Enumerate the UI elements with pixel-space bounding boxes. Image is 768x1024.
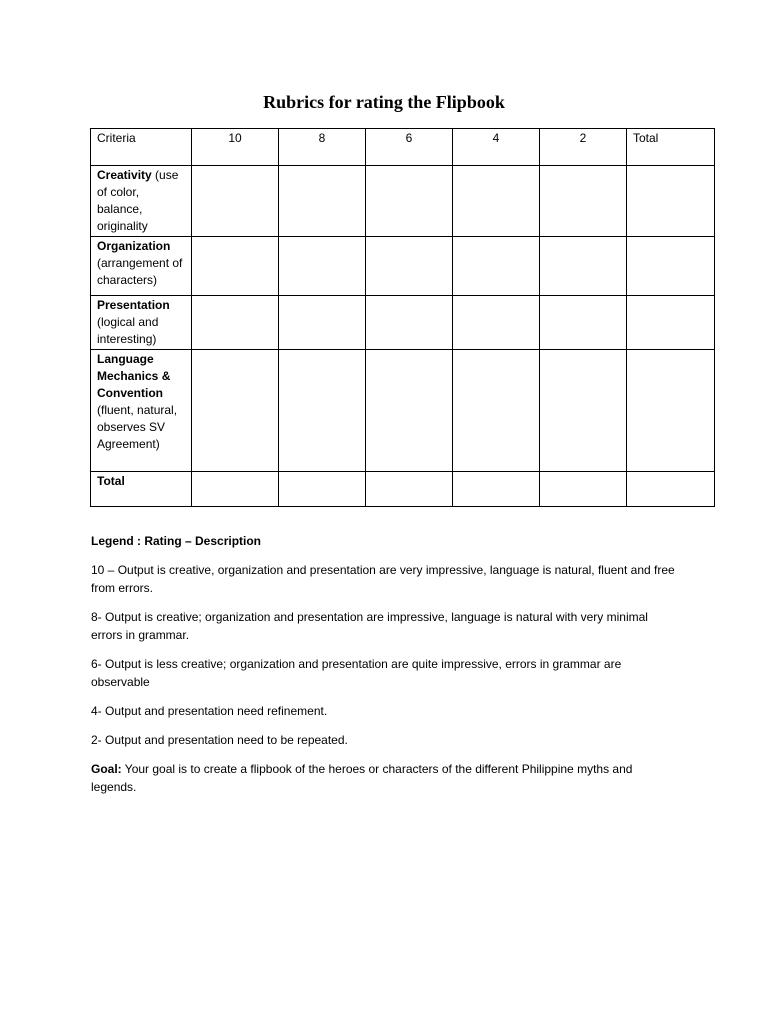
score-cell — [279, 472, 366, 507]
criteria-name: Creativity — [97, 168, 152, 182]
table-row — [91, 166, 715, 237]
legend-item: 10 – Output is creative, organization and presentation are very impressive, language is natural, fluent and free from errors. — [91, 563, 675, 595]
score-cell — [453, 237, 540, 296]
rubric-table — [90, 128, 715, 507]
header-8: 8 — [279, 129, 366, 166]
criteria-detail: (use of color, balance, originality — [97, 168, 179, 233]
total-cell — [627, 237, 715, 296]
score-cell — [540, 350, 627, 472]
score-cell — [540, 237, 627, 296]
score-cell — [540, 296, 627, 350]
criteria-cell — [91, 166, 192, 237]
score-cell — [279, 237, 366, 296]
score-cell — [192, 472, 279, 507]
table-row — [91, 350, 715, 472]
table-header-row — [91, 129, 715, 166]
score-cell — [453, 350, 540, 472]
table-row — [91, 296, 715, 350]
header-10: 10 — [192, 129, 279, 166]
legend-item: 6- Output is less creative; organization and presentation are quite impressive, errors in grammar are observable — [91, 657, 622, 689]
goal-label: Goal: — [91, 762, 122, 776]
criteria-detail: (fluent, natural, observes SV Agreement) — [97, 403, 178, 451]
legend-section — [91, 532, 681, 807]
criteria-cell — [91, 472, 192, 507]
score-cell — [279, 350, 366, 472]
score-cell — [279, 166, 366, 237]
score-cell — [366, 472, 453, 507]
page-title: Rubrics for rating the Flipbook — [263, 92, 505, 112]
score-cell — [453, 296, 540, 350]
score-cell — [366, 237, 453, 296]
total-cell — [627, 296, 715, 350]
score-cell — [279, 296, 366, 350]
score-cell — [453, 166, 540, 237]
header-criteria: Criteria — [91, 129, 192, 166]
criteria-detail: (logical and interesting) — [97, 315, 159, 346]
total-cell — [627, 472, 715, 507]
score-cell — [192, 237, 279, 296]
score-cell — [540, 166, 627, 237]
legend-item: 2- Output and presentation need to be repeated. — [91, 733, 348, 747]
total-cell — [627, 166, 715, 237]
score-cell — [192, 350, 279, 472]
goal-text: Your goal is to create a flipbook of the heroes or characters of the different Philippine myths and legends. — [91, 762, 633, 794]
score-cell — [366, 350, 453, 472]
criteria-cell — [91, 237, 192, 296]
score-cell — [540, 472, 627, 507]
score-cell — [366, 296, 453, 350]
header-2: 2 — [540, 129, 627, 166]
criteria-cell — [91, 296, 192, 350]
criteria-detail: (arrangement of characters) — [97, 256, 183, 287]
total-cell — [627, 350, 715, 472]
score-cell — [192, 296, 279, 350]
legend-heading: Legend : Rating – Description — [91, 534, 262, 548]
goal-paragraph — [91, 760, 681, 796]
score-cell — [366, 166, 453, 237]
legend-item: 4- Output and presentation need refinement. — [91, 704, 328, 718]
criteria-name: Total — [97, 474, 125, 488]
criteria-name: Language Mechanics & Convention — [97, 352, 171, 400]
score-cell — [192, 166, 279, 237]
legend-item: 8- Output is creative; organization and presentation are impressive, language is natural with very minimal errors in grammar. — [91, 610, 648, 642]
table-row — [91, 472, 715, 507]
header-6: 6 — [366, 129, 453, 166]
criteria-name: Presentation — [97, 298, 170, 312]
score-cell — [453, 472, 540, 507]
header-4: 4 — [453, 129, 540, 166]
table-row — [91, 237, 715, 296]
criteria-name: Organization — [97, 239, 171, 253]
header-total: Total — [627, 129, 715, 166]
criteria-cell — [91, 350, 192, 472]
